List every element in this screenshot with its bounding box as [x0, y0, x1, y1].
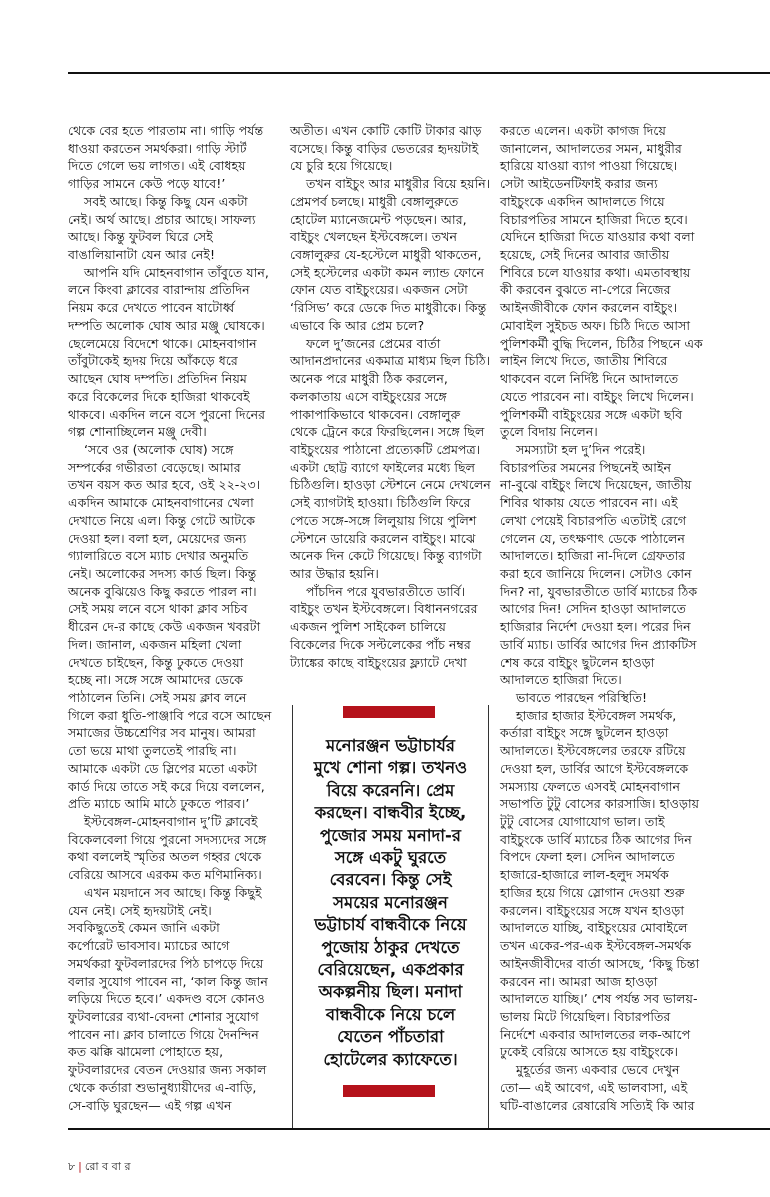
- pull-quote-line: করছেন। বান্ধবীর ইচ্ছে,: [314, 803, 467, 823]
- text-line: দেখাতে নিয়ে এল। কিন্তু গেটে আটকে: [68, 512, 256, 528]
- pull-quote-line: বেরবেন। কিন্তু সেই: [329, 870, 452, 890]
- pull-quote-box: [292, 705, 489, 1128]
- paragraph: [68, 264, 278, 441]
- text-line: গাড়ির সামনে কেউ পড়ে যাবে!’: [68, 176, 226, 192]
- text-line: করা হবে জানিয়ে দিলেন। সেটাও কোন: [500, 565, 692, 581]
- text-line: আইনজীবীকে ফোন করলেন বাইচুং।: [500, 300, 678, 316]
- page-footer: [68, 1158, 131, 1177]
- pull-quote-line: বান্ধবীকে নিয়ে চলে: [325, 1004, 456, 1024]
- pull-quote-line: হোটেলের ক্যাফেতে।: [323, 1049, 458, 1069]
- text-line: বাইচুং তখন ইস্টবেঙ্গলে। বিধাননগরের: [290, 601, 478, 617]
- text-line: ফুটবলারদের বেতন দেওয়ার জন্য সকাল: [68, 1062, 267, 1078]
- text-line: গ্যালারিতে বসে ম্যাচ দেখার অনুমতি: [68, 548, 249, 564]
- text-line: সেই হস্টেলের একটা কমন ল্যান্ড ফোনে: [290, 264, 484, 280]
- text-line: আদানপ্রদানের একমাত্র মাধ্যম ছিল চিঠি।: [290, 353, 491, 369]
- text-line: এভাবে কি আর প্রেম চলে?: [290, 317, 425, 333]
- text-line: পাবেন না। ক্লাব চালাতে গিয়ে দৈনন্দিন: [68, 1026, 259, 1042]
- text-line: আদালতে। ইস্টবেঙ্গলের তরফে রটিয়ে: [500, 743, 686, 759]
- text-line: যেদিনে হাজিরা দিতে যাওয়ার কথা বলা: [500, 229, 695, 245]
- text-line: হাজিরার নির্দেশ দেওয়া হল। পরের দিন: [500, 619, 691, 635]
- text-line: শেষ করে বাইচুং ছুটলেন হাওড়া: [500, 654, 655, 670]
- text-line: পুলিশকর্মী বাইচুংয়ের সঙ্গে একটা ছবি: [500, 406, 683, 422]
- pull-quote-line: পুজোর সময় মনাদা-র: [320, 825, 461, 845]
- paragraph: [68, 122, 278, 193]
- text-line: কর্পোরেট ভাবসাব। ম্যাচের আগে: [68, 938, 230, 954]
- text-line: নির্দেশে একবার আদালতের লক-আপে: [500, 1026, 691, 1042]
- text-line: আর উদ্ধার হয়নি।: [290, 565, 379, 581]
- text-line: কত ঝক্কি ঝামেলা পোহাতে হয়,: [68, 1044, 224, 1060]
- text-line: বিকেলবেলা গিয়ে পুরনো সদস্যদের সঙ্গে: [68, 831, 267, 847]
- text-line: সম্পর্কের গভীরতা বেড়েছে। আমার: [68, 459, 241, 475]
- text-line: দিন? না, যুবভারতীতে ডার্বি ম্যাচের ঠিক: [500, 583, 698, 599]
- text-line: তাঁবুটাকেই হৃদয় দিয়ে আঁকড়ে ধরে: [68, 353, 238, 369]
- text-line: সমাজের উচ্চশ্রেণির সব মানুষ। আমরা: [68, 725, 256, 741]
- text-line: বাইচুংয়ের পাঠানো প্রত্যেকটি প্রেমপত্র।: [290, 441, 481, 457]
- text-line: কর্তারা বাইচুং সঙ্গে ছুটলেন হাওড়া: [500, 725, 669, 741]
- text-line: বাইচুংকে ডার্বি ম্যাচের ঠিক আগের দিন: [500, 831, 692, 847]
- text-line: সেই ব্যাগটাই হাওয়া। চিঠিগুলি ফিরে: [290, 495, 471, 511]
- pull-quote-line: সঙ্গে একটু ঘুরতে: [334, 848, 447, 868]
- text-line: হাজার হাজার ইস্টবেঙ্গল সমর্থক,: [516, 707, 677, 723]
- text-line: বিকেলের দিকে সল্টলেকের পাঁচ নম্বর: [290, 636, 471, 652]
- text-line: পাঠালেন তিনি। সেই সময় ক্লাব লনে: [68, 690, 247, 705]
- text-line: হোটেল ম্যানেজমেন্ট পড়ছেন। আর,: [290, 211, 467, 227]
- pull-quote-line: বিয়ে করেননি। প্রেম: [326, 780, 455, 800]
- text-line: সমর্থকরা ফুটবলারদের পিঠ চাপড়ে দিয়ে: [68, 955, 264, 971]
- text-line: কী করবেন বুঝতে না-পেরে নিজের: [500, 282, 671, 298]
- text-line: থাকবে। একদিন লনে বসে পুরনো দিনের: [68, 406, 266, 422]
- text-line: বাঙালিয়ানাটা যেন আর নেই!: [68, 247, 216, 263]
- text-line: বেঙ্গালুরুর যে-হস্টেলে মাধুরী থাকতেন,: [290, 247, 482, 263]
- text-line: পাঁচদিন পরে যুবভারতীতে ডার্বি।: [306, 583, 466, 599]
- pull-quote-line: ভট্টাচার্য বান্ধবীকে নিয়ে: [314, 915, 467, 935]
- text-line: হাজির হয়ে গিয়ে স্লোগান দেওয়া শুরু: [500, 884, 685, 900]
- text-line: জানালেন, আদালতের সমন, মাধুরীর: [500, 140, 682, 156]
- text-line: গেলেন যে, তৎক্ষণাৎ ডেকে পাঠালেন: [500, 530, 685, 546]
- text-line: সেই সময় লনে বসে থাকা ক্লাব সচিব: [68, 601, 248, 617]
- text-line: দেখতে চাইছেন, কিন্তু ঢুকতে দেওয়া: [68, 654, 244, 670]
- text-line: নেই। অলোকের সদস্য কার্ড ছিল। কিন্তু: [68, 565, 257, 581]
- text-line: কলকাতায় এসে বাইচুংয়ের সঙ্গে: [290, 388, 447, 404]
- text-line: প্রেমপর্ব চলছে। মাধুরী বেঙ্গালুরুতে: [290, 193, 459, 209]
- text-line: চিঠিগুলি। হাওড়া স্টেশনে নেমে দেখলেন: [290, 477, 491, 493]
- pull-quote-text: [293, 735, 488, 1071]
- text-line: দিল। জানাল, একজন মহিলা খেলা: [68, 636, 242, 652]
- text-line: অনেক পরে মাধুরী ঠিক করলেন,: [290, 371, 448, 387]
- text-line: সবকিছুতেই কেমন জানি একটা: [68, 920, 220, 936]
- text-line: করলেন। বাইচুংয়ের সঙ্গে যখন হাওড়া: [500, 902, 685, 918]
- text-line: টুটু বোসের যোগাযোগ ভাল। তাই: [500, 814, 665, 830]
- pull-quote-line: পুজোয় ঠাকুর দেখতে: [321, 937, 460, 957]
- text-line: প্রতি ম্যাচে আমি মাঠে ঢুকতে পারব।’: [68, 796, 250, 812]
- text-line: লড়িয়ে দিতে হবে।’ একদণ্ড বসে কোনও: [68, 991, 265, 1007]
- text-line: তুলে বিদায় নিলেন।: [500, 424, 598, 440]
- text-line: বাইচুং খেলছেন ইস্টবেঙ্গলে। তখন: [290, 229, 457, 245]
- text-line: অতীত। এখন কোটি কোটি টাকার ঝাড়: [290, 123, 482, 138]
- text-line: থেকে কর্তারা শুভানুধ্যায়ীদের এ-বাড়ি,: [68, 1079, 257, 1095]
- paragraph: [290, 175, 491, 334]
- text-line: ভালয় মিটে গিয়েছিল। বিচারপতির: [500, 1008, 671, 1024]
- magazine-name: রো ব বা র: [84, 1160, 131, 1173]
- text-line: আদালতে হাজিরা দিতে।: [500, 672, 622, 688]
- paragraph: [290, 122, 485, 175]
- text-line: সেটা আইডেনটিফাই করার জন্য: [500, 176, 658, 192]
- text-line: ধাওয়া করতেন সমর্থকরা। গাড়ি স্টার্ট: [68, 140, 247, 156]
- pull-quote-line: বেরিয়েছেন, একপ্রকার: [317, 960, 464, 980]
- text-line: স্টেশনে ডায়েরি করলেন বাইচুং। মাঝে: [290, 530, 476, 546]
- text-line: তখন একের-পর-এক ইস্টবেঙ্গল-সমর্থক: [500, 938, 692, 954]
- text-line: দেওয়া হল, ডার্বির আগে ইস্টবেঙ্গলকে: [500, 760, 689, 776]
- text-line: ফুটবলারের ব্যথা-বেদনা শোনার সুযোগ: [68, 1008, 259, 1024]
- text-line: যেতে পারবেন না। বাইচুং লিখে দিলেন।: [500, 388, 694, 404]
- text-line: বেরিয়ে আসবে এরকম কত মণিমানিক্য।: [68, 867, 262, 883]
- pull-quote-line: যেতেন পাঁচতারা: [337, 1027, 444, 1047]
- paragraph: [500, 1061, 712, 1114]
- pull-quote-line: অকল্পনীয় ছিল। মনাদা: [318, 982, 463, 1002]
- text-line: তখন বাইচুং আর মাধুরীর বিয়ে হয়নি।: [306, 176, 491, 192]
- text-line: লনে কিংবা ক্লাবের বারান্দায় প্রতিদিন: [68, 282, 250, 298]
- paragraph: [290, 583, 485, 672]
- text-line: শিবির থাকায় যেতে পারবেন না। এই: [500, 495, 678, 511]
- text-line: যে চুরি হয়ে গিয়েছে।: [290, 158, 393, 174]
- paragraph: [500, 707, 712, 1061]
- text-line: বাইচুংকে একদিন আদালতে গিয়ে: [500, 193, 665, 209]
- text-line: আদালতে যাচ্ছি, বাইচুংয়ের মোবাইলে: [500, 920, 688, 936]
- pull-quote-line: মনোরঞ্জন ভট্টাচার্যর: [326, 736, 455, 755]
- text-line: হারিয়ে যাওয়া ব্যাগ পাওয়া গিয়েছে।: [500, 158, 678, 174]
- text-line: সবই আছে। কিন্তু কিছু যেন একটা: [84, 193, 248, 209]
- text-line: আপনি যদি মোহনবাগান তাঁবুতে যান,: [84, 264, 269, 280]
- text-line: থেকে বের হতে পারতাম না। গাড়ি পর্যন্ত: [68, 123, 264, 138]
- article-column-2: [290, 122, 491, 671]
- paragraph: [68, 441, 278, 813]
- text-line: ইস্টবেঙ্গল-মোহনবাগান দু’টি ক্লাবেই: [84, 814, 258, 830]
- paragraph: [68, 193, 278, 264]
- text-line: করে বিকেলের দিকে হাজিরা থাকবেই: [68, 388, 250, 404]
- text-line: বসেছে। কিন্তু বাড়ির ভেতরের হৃদয়টাই: [290, 140, 479, 156]
- paragraph: [68, 884, 278, 1114]
- text-line: থাকবেন বলে নির্দিষ্ট দিনে আদালতে: [500, 371, 679, 387]
- text-line: পাকাপাকিভাবে থাকবেন। বেঙ্গালুরু: [290, 406, 461, 422]
- text-line: আছে। কিন্তু ফুটবল ঘিরে সেই: [68, 229, 213, 245]
- text-line: লেখা পেয়েই বিচারপতি এতটাই রেগে: [500, 512, 687, 528]
- text-line: ঢুকেই বেরিয়ে আসতে হয় বাইচুংকে।: [500, 1044, 679, 1060]
- text-line: সে-বাড়ি ঘুরছেন— এই গল্প এখন: [68, 1097, 232, 1113]
- text-line: ছেলেমেয়ে বিদেশে থাকে। মোহনবাগান: [68, 335, 257, 351]
- text-line: সমস্যায় ফেলতে এসবই মোহনবাগান: [500, 778, 681, 794]
- paragraph: [500, 122, 712, 441]
- text-line: ফলে দু’জনের প্রেমের বার্তা: [306, 335, 441, 351]
- text-line: আমাকে একটা ডে স্লিপের মতো একটা: [68, 760, 258, 776]
- text-line: কথা বললেই স্মৃতির অতল গহ্বর থেকে: [68, 849, 262, 865]
- text-line: ‘রিসিভ’ করে ডেকে দিত মাধুরীকে। কিন্তু: [290, 300, 487, 316]
- paragraph: [500, 441, 712, 689]
- text-line: বলার সুযোগ পাবেন না, ‘কাল কিন্তু জান: [68, 973, 268, 989]
- text-line: সমস্যাটা হল দু’দিন পরেই।: [516, 441, 646, 457]
- text-line: শিবিরে চলে যাওয়ার কথা। এমতাবস্থায়: [500, 264, 691, 280]
- top-rule: [68, 72, 770, 74]
- text-line: দিতে গেলে ভয় লাগত। এই বোধহয়: [68, 158, 246, 174]
- text-line: তখন বয়স কত আর হবে, ওই ২২-২৩।: [68, 477, 261, 493]
- text-line: নিয়ম করে দেখতে পাবেন ষাটোর্ধ্ব: [68, 300, 235, 316]
- text-line: মুহূর্তের জন্য একবার ভেবে দেখুন: [516, 1062, 680, 1078]
- footer-separator: |: [78, 1160, 82, 1173]
- text-line: যেন নেই। সেই হৃদয়টাই নেই।: [68, 902, 212, 918]
- text-line: অনেক বুঝিয়েও কিছু করতে পারল না।: [68, 583, 257, 599]
- text-line: দেওয়া হল। বলা হল, মেয়েদের জন্য: [68, 530, 247, 546]
- text-line: আছেন ঘোষ দম্পতি। প্রতিদিন নিয়ম: [68, 371, 247, 387]
- text-line: বিচারপতির সামনে হাজিরা দিতে হবে।: [500, 211, 688, 227]
- text-line: মোবাইল সুইচড অফ। চিঠি দিতে আসা: [500, 317, 691, 333]
- text-line: হচ্ছে না। সঙ্গে সঙ্গে আমাদের ডেকে: [68, 672, 243, 688]
- text-line: হাজারে-হাজারে লাল-হলুদ সমর্থক: [500, 867, 669, 883]
- pull-quote-top-bar: [343, 706, 435, 718]
- text-line: না-বুঝে বাইচুং লিখে দিয়েছেন, জাতীয়: [500, 477, 692, 493]
- paragraph: [68, 813, 278, 884]
- text-line: একদিন আমাকে মোহনবাগানের খেলা: [68, 495, 254, 511]
- text-line: ধীরেন দে-র কাছে কেউ একজন খবরটা: [68, 619, 261, 635]
- text-line: একজন পুলিশ সাইকেল চালিয়ে: [290, 619, 446, 635]
- text-line: তো ভয়ে মাথা তুলতেই পারছি না।: [68, 743, 237, 759]
- text-line: করতে এলেন। একটা কাগজ দিয়ে: [500, 123, 666, 138]
- article-column-3: [500, 122, 712, 1114]
- pull-quote-line: মুখে শোনা গল্প। তখনও: [313, 758, 468, 778]
- text-line: কার্ড দিয়ে তাতে সই করে দিয়ে বললেন,: [68, 778, 265, 794]
- article-column-1: [68, 122, 278, 1114]
- paragraph: [290, 335, 491, 583]
- text-line: বিচারপতির সমনের পিছনেই আইন: [500, 459, 672, 475]
- text-line: ভাবতে পারছেন পরিস্থিতি!: [516, 690, 648, 705]
- text-line: একটা ছোট্ট ব্যাগে ফাইলের মধ্যে ছিল: [290, 459, 476, 475]
- pull-quote-line: সময়ের মনোরঞ্জন: [333, 892, 448, 912]
- text-line: বিপদে ফেলা হল। সেদিন আদালতে: [500, 849, 675, 865]
- text-line: ‘সবে ওর (অলোক ঘোষ) সঙ্গে: [84, 441, 234, 457]
- text-line: লাইন লিখে দিতে, জাতীয় শিবিরে: [500, 353, 668, 369]
- pull-quote-bottom-bar: [343, 1085, 435, 1097]
- text-line: আদালতে। হাজিরা না-দিলে গ্রেফতার: [500, 548, 686, 564]
- text-line: করবেন না। আমরা আজ হাওড়া: [500, 973, 658, 989]
- paragraph: [500, 689, 712, 707]
- text-line: পেতে সঙ্গে-সঙ্গে লিলুয়ায় গিয়ে পুলিশ: [290, 512, 477, 528]
- bottom-rule: [68, 1128, 770, 1130]
- text-line: দম্পতি অলোক ঘোষ আর মঞ্জু ঘোষকে।: [68, 317, 265, 333]
- text-line: এখন ময়দানে সব আছে। কিন্তু কিছুই: [84, 884, 262, 900]
- text-line: পুলিশকর্মী বুদ্ধি দিলেন, চিঠির পিছনে এক: [500, 335, 703, 351]
- text-line: নেই। অর্থ আছে। প্রচার আছে। সাফল্য: [68, 211, 256, 227]
- text-line: আগের দিন! সেদিন হাওড়া আদালতে: [500, 601, 686, 617]
- text-line: তো— এই আবেগ, এই ভালবাসা, এই: [500, 1079, 688, 1095]
- text-line: আইনজীবীদের বার্তা আসছে, ‘কিছু চিন্তা: [500, 955, 700, 971]
- text-line: আদালতে যাচ্ছি।’ শেষ পর্যন্ত সব ভালয়-: [500, 991, 698, 1007]
- text-line: থেকে ট্রেনে করে ফিরছিলেন। সঙ্গে ছিল: [290, 424, 485, 440]
- text-line: ট্যাঙ্কের কাছে বাইচুংয়ের ফ্ল্যাটে দেখা: [290, 654, 467, 670]
- text-line: হয়েছে, সেই দিনের আবার জাতীয়: [500, 247, 670, 263]
- text-line: ফোন যেত বাইচুংয়ের। একজন সেটা: [290, 282, 468, 298]
- text-line: ডার্বি ম্যাচ। ডার্বির আগের দিন প্র্যাকটিস: [500, 636, 697, 652]
- text-line: ঘটি-বাঙালের রেষারেষি সত্যিই কি আর: [500, 1097, 695, 1113]
- text-line: গিলে করা ধুতি-পাঞ্জাবি পরে বসে আছেন: [68, 707, 272, 723]
- text-line: অনেক দিন কেটে গিয়েছে। কিন্তু ব্যাগটা: [290, 548, 482, 564]
- page-number: ৮: [68, 1160, 76, 1173]
- text-line: সভাপতি টুটু বোসের কারসাজি। হাওড়ায়: [500, 796, 700, 812]
- text-line: গল্প শোনাচ্ছিলেন মঞ্জু দেবী।: [68, 424, 207, 440]
